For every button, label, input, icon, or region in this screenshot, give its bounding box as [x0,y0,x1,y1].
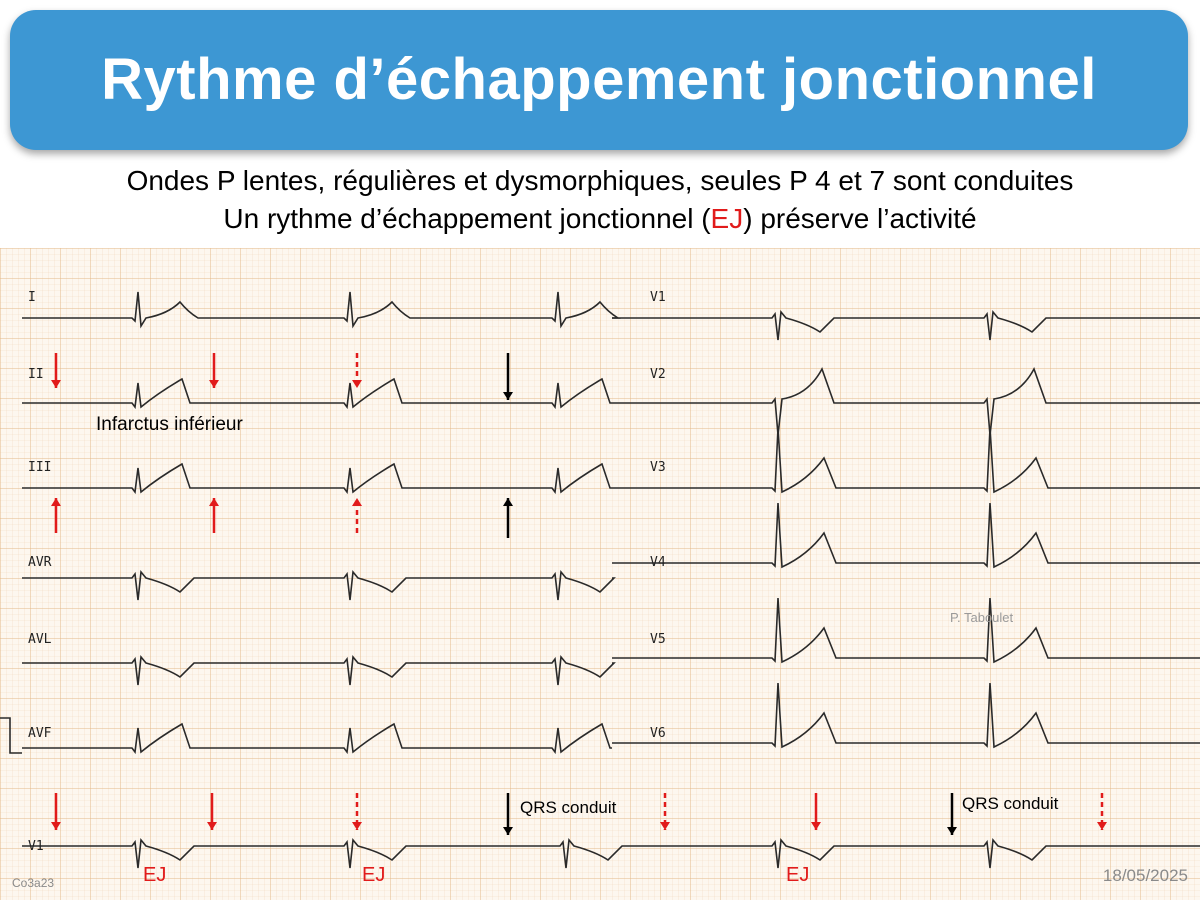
lead-label-v1-rhythm: V1 [28,839,44,854]
ej-label-2: EJ [362,864,386,886]
lead-label-avl: AVL [28,632,52,647]
lead-label-v3: V3 [650,460,666,475]
author-watermark: P. Taboulet [950,610,1014,625]
infarct-annotation: Infarctus inférieur [96,414,243,435]
lead-label-avf: AVF [28,726,52,741]
slide-title: Rythme d’échappement jonctionnel [101,47,1097,112]
lead-label-avr: AVR [28,555,52,570]
subtitle-line-1: Ondes P lentes, régulières et dysmorphiques, seules P 4 et 7 sont conduites [126,165,1074,196]
ej-label-3: EJ [786,864,810,886]
title-banner [10,10,1188,150]
subtitle-line-2 [0,203,1200,235]
conducted-qrs-label-2: QRS conduit [962,794,1059,813]
lead-label-v4: V4 [650,555,666,570]
lead-label-v6: V6 [650,726,666,741]
slide-code: Co3a23 [12,876,55,890]
lead-label-ii: II [28,367,44,382]
lead-label-v1: V1 [650,290,666,305]
lead-label-v5: V5 [650,632,666,647]
slide-date: 18/05/2025 [1102,866,1188,885]
lead-label-iii: III [28,460,52,475]
ej-label-1: EJ [143,864,167,886]
lead-label-i: I [28,290,36,305]
subtitle-ej-highlight: EJ [710,203,744,234]
conducted-qrs-label-1: QRS conduit [520,798,617,817]
ecg-strip [0,248,1200,900]
subtitle-line-2-start: Un rythme d’échappement jonctionnel ( [223,203,711,234]
lead-label-v2: V2 [650,367,666,382]
subtitle-line-2-end: ) préserve l’activité [743,203,977,234]
